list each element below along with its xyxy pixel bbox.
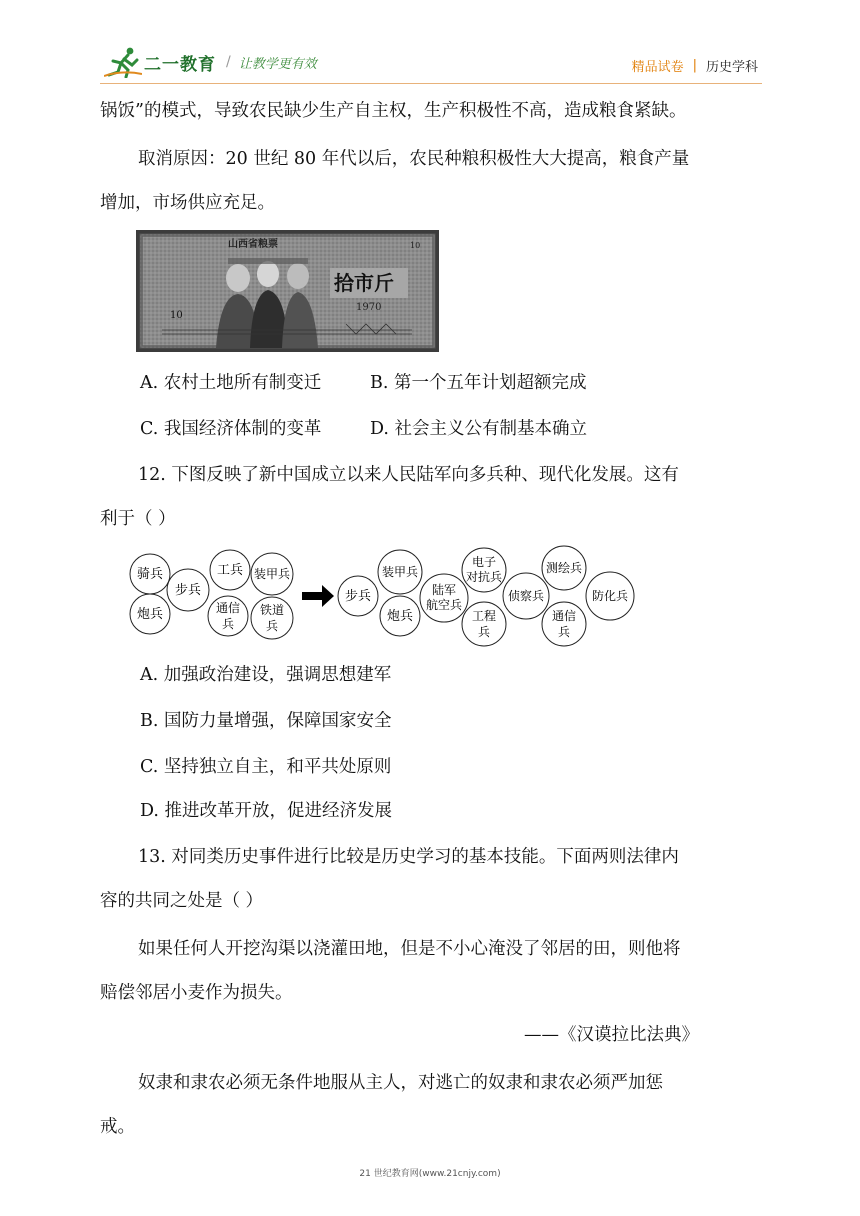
branch-label: 兵 [221, 617, 235, 631]
ticket-year: 1970 [356, 302, 382, 313]
branch-label: 侦察兵 [507, 589, 545, 603]
branch-label: 炮兵 [386, 609, 414, 624]
branch-label: 步兵 [174, 583, 202, 598]
branch-label: 骑兵 [136, 567, 164, 582]
body-text-line: 锅饭”的模式，导致农民缺少生产自主权，生产积极性不高，造成粮食紧缺。 [100, 101, 687, 121]
option-a: A. 加强政治建设，强调思想建军 [140, 665, 392, 685]
branch-label: 通信 [215, 601, 241, 615]
quote-text: 如果任何人开挖沟渠以浇灌田地，但是不小心淹没了邻居的田，则他将 [138, 939, 681, 959]
option-c: C. 我国经济体制的变革 [140, 419, 322, 439]
army-branches-diagram [126, 544, 636, 648]
question-12-stem: 利于（ ） [100, 509, 176, 529]
quote-text: 奴隶和隶农必须无条件地服从主人，对逃亡的奴隶和隶农必须严加惩 [138, 1073, 663, 1093]
option-d: D. 推进改革开放，促进经济发展 [140, 801, 393, 821]
runner-logo-icon [104, 46, 142, 78]
quality-label: 精品试卷 [631, 60, 684, 75]
ticket-value-right: 10 [410, 241, 421, 250]
branch-label: 陆军 [431, 583, 457, 597]
quote-text: 赔偿邻居小麦作为损失。 [100, 983, 293, 1003]
logo [104, 46, 317, 78]
question-13-stem: 13. 对同类历史事件进行比较是历史学习的基本技能。下面两则法律内 [138, 847, 679, 867]
branch-label: 装甲兵 [381, 565, 419, 579]
ticket-denomination: 拾市斤 [334, 271, 394, 295]
logo-text: 二一教育 [144, 54, 216, 75]
branch-label: 电子 [471, 555, 497, 569]
branch-label: 测绘兵 [545, 561, 583, 575]
header-rule [100, 83, 762, 84]
option-b: B. 国防力量增强，保障国家安全 [140, 711, 392, 731]
question-13-stem: 容的共同之处是（ ） [100, 891, 264, 911]
option-c: C. 坚持独立自主，和平共处原则 [140, 757, 392, 777]
slogan: 让教学更有效 [238, 56, 317, 72]
quote-source: ——《汉谟拉比法典》 [524, 1025, 699, 1045]
option-b: B. 第一个五年计划超额完成 [370, 373, 587, 393]
subject-label: 历史学科 [705, 60, 758, 75]
header-labels [632, 56, 758, 75]
grain-ticket-photo [136, 230, 439, 352]
body-text-line: 增加，市场供应充足。 [100, 193, 275, 213]
branch-label: 兵 [477, 625, 491, 639]
branch-label: 兵 [557, 625, 571, 639]
quote-text: 戒。 [100, 1117, 135, 1137]
header-separator: | [692, 58, 697, 73]
option-a: A. 农村土地所有制变迁 [140, 373, 322, 393]
branch-label: 防化兵 [591, 589, 629, 603]
body-text-line: 取消原因：20 世纪 80 年代以后，农民种粮积极性大大提高，粮食产量 [138, 149, 690, 169]
ticket-title: 山西省粮票 [228, 239, 278, 250]
question-12-stem: 12. 下图反映了新中国成立以来人民陆军向多兵种、现代化发展。这有 [138, 465, 679, 485]
branch-label: 步兵 [344, 589, 372, 604]
ticket-figures [216, 258, 318, 348]
branch-label: 炮兵 [136, 607, 164, 622]
branch-label: 兵 [265, 619, 279, 633]
branch-label: 对抗兵 [465, 570, 503, 584]
branch-label: 工兵 [216, 563, 244, 578]
branch-label: 通信 [551, 609, 577, 623]
branch-label: 工程 [471, 609, 497, 623]
branch-label: 铁道 [259, 603, 285, 617]
branch-label: 航空兵 [425, 598, 463, 612]
page-header [0, 0, 860, 90]
branch-label: 装甲兵 [253, 567, 291, 581]
ticket-value-left: 10 [170, 310, 183, 321]
header-divider: / [226, 54, 231, 70]
page-footer: 21 世纪教育网(www.21cnjy.com) [359, 1169, 501, 1179]
arrow-right-icon [302, 585, 334, 607]
option-d: D. 社会主义公有制基本确立 [370, 419, 588, 439]
